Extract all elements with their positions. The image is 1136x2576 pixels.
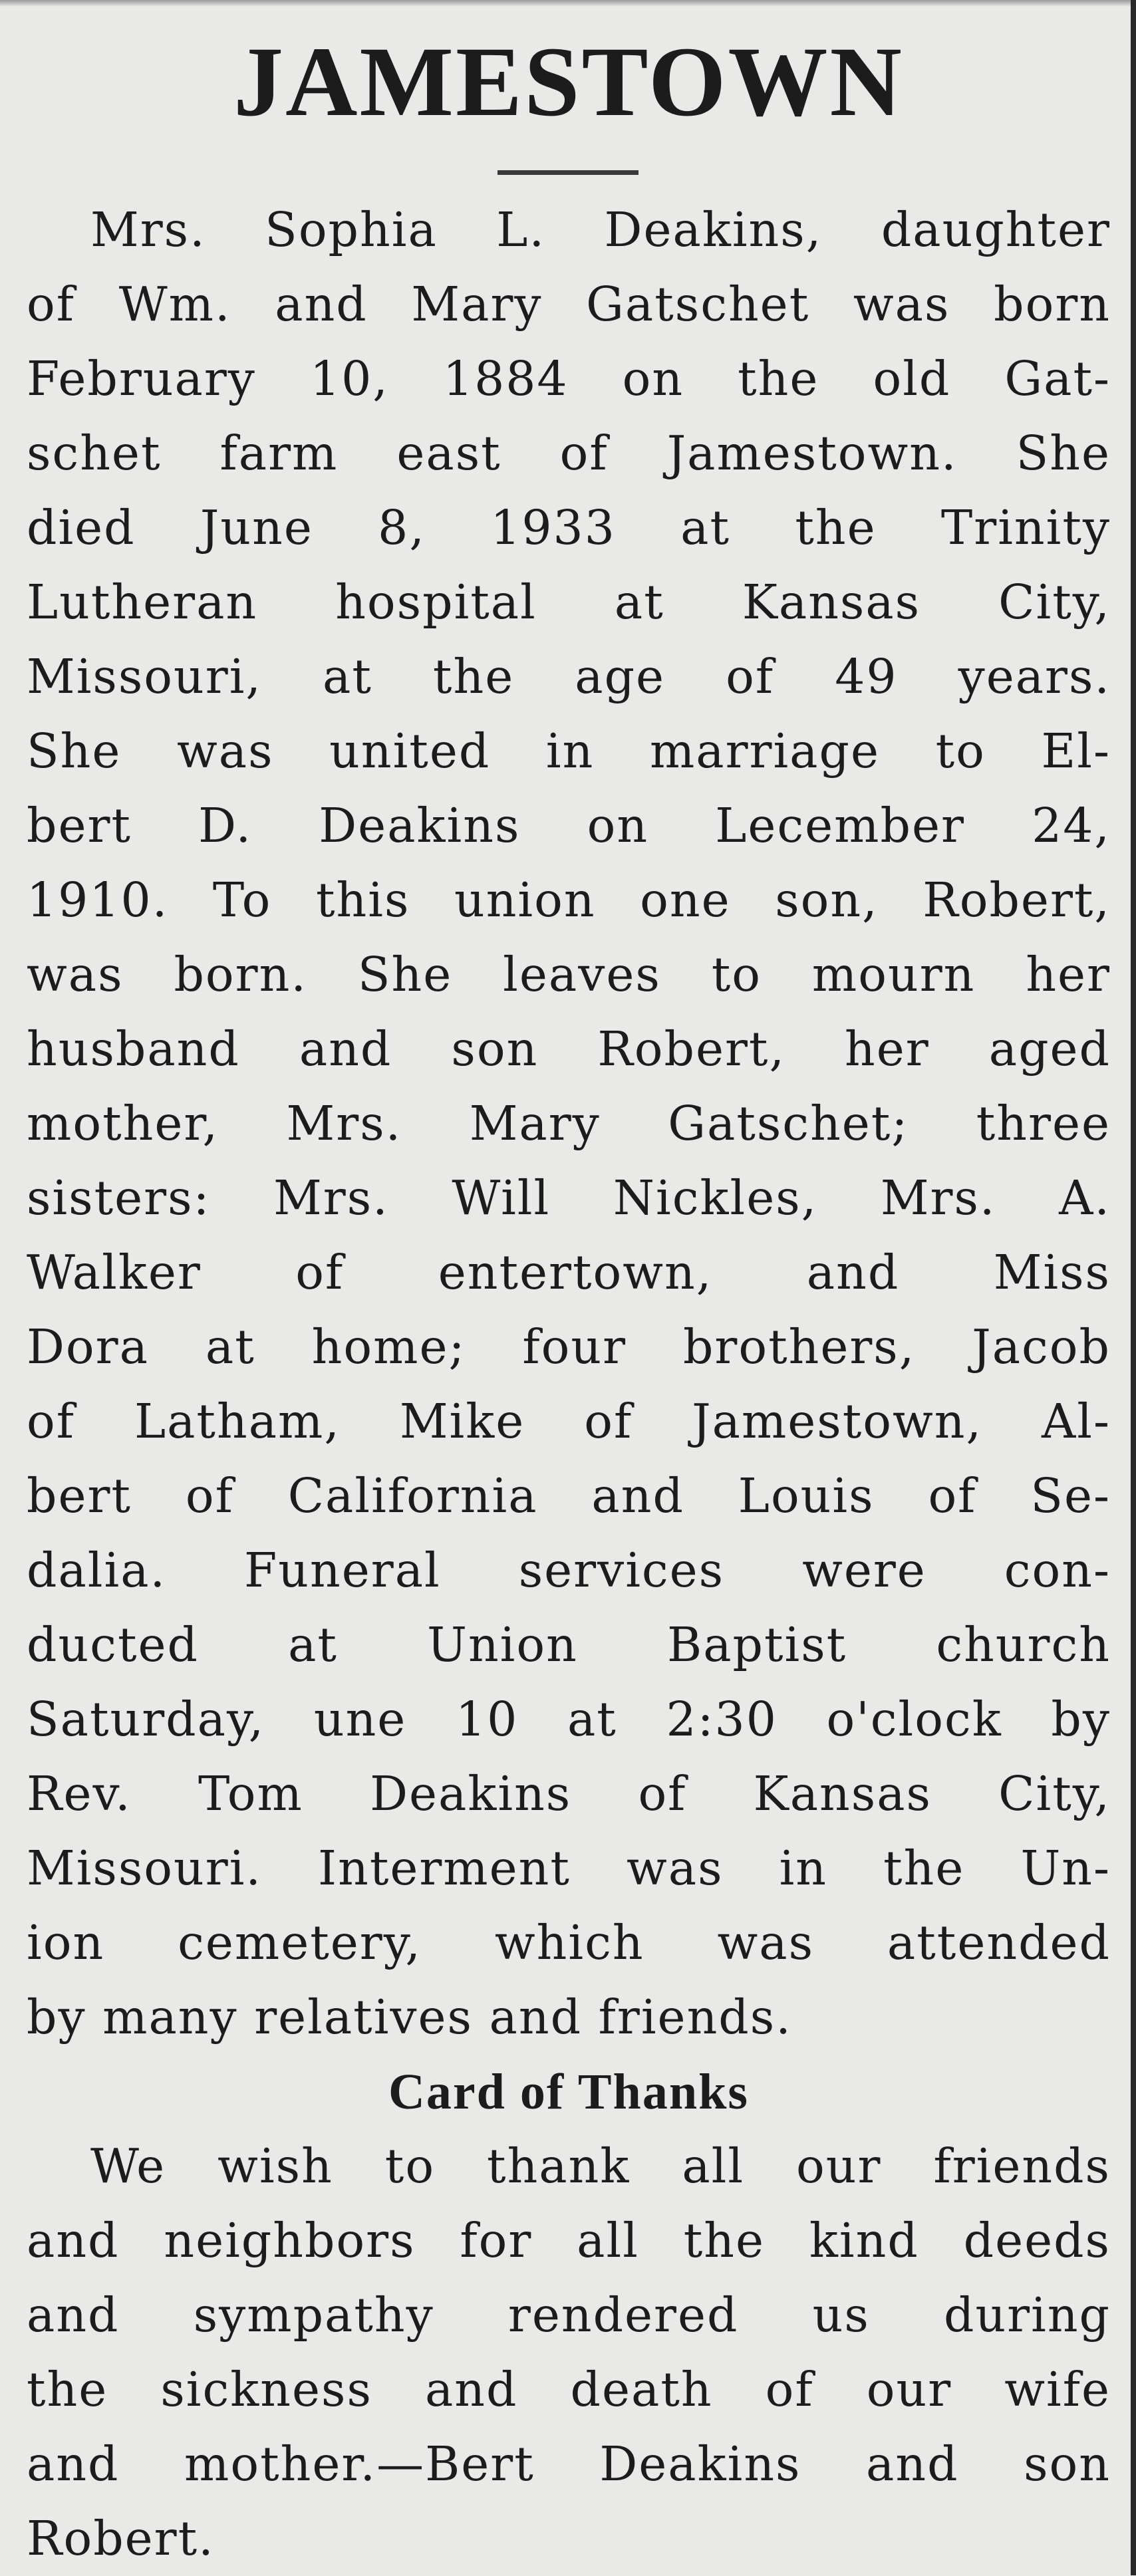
obituary-text [27, 193, 1111, 2055]
text-line: of Wm. and Mary Gatschet was born [27, 277, 1111, 332]
text-line: Walker of entertown, and Miss [27, 1245, 1111, 1300]
text-line: Rev. Tom Deakins of Kansas City, [27, 1766, 1111, 1821]
text-line: and mother.—Bert Deakins and son [27, 2436, 1111, 2492]
headline: JAMESTOWN [233, 27, 904, 137]
text-line: the sickness and death of our wife [27, 2362, 1111, 2417]
text-line: died June 8, 1933 at the Trinity [27, 500, 1111, 555]
text-line: Missouri. Interment was in the Un- [27, 1841, 1111, 1896]
text-line: February 10, 1884 on the old Gat- [27, 351, 1111, 406]
text-line: Lutheran hospital at Kansas City, [27, 575, 1111, 630]
text-line: Robert. [27, 2511, 215, 2566]
text-line: by many relatives and friends. [27, 1990, 792, 2045]
text-line: dalia. Funeral services were con- [27, 1543, 1111, 1598]
text-line: was born. She leaves to mourn her [27, 947, 1111, 1002]
text-line: Mrs. Sophia L. Deakins, daughter [90, 202, 1111, 257]
text-line: bert of California and Louis of Se- [27, 1468, 1111, 1523]
card-of-thanks-text [27, 2129, 1111, 2576]
text-line: Missouri, at the age of 49 years. [27, 649, 1111, 704]
text-line: and neighbors for all the kind deeds [27, 2213, 1111, 2268]
obituary-article [27, 0, 1111, 2575]
text-line: ion cemetery, which was attended [27, 1915, 1111, 1970]
text-line: She was united in marriage to El- [27, 723, 1111, 779]
text-line: husband and son Robert, her aged [27, 1021, 1111, 1077]
text-line: mother, Mrs. Mary Gatschet; three [27, 1096, 1111, 1151]
text-line: Saturday, une 10 at 2:30 o'clock by [27, 1692, 1111, 1747]
text-line: bert D. Deakins on Lecember 24, [27, 798, 1111, 853]
text-line: sisters: Mrs. Will Nickles, Mrs. A. [27, 1170, 1111, 1225]
text-line: schet farm east of Jamestown. She [27, 426, 1111, 481]
card-of-thanks-heading: Card of Thanks [388, 2064, 749, 2120]
headline-divider [497, 170, 639, 175]
text-line: 1910. To this union one son, Robert, [27, 872, 1111, 928]
text-line: of Latham, Mike of Jamestown, Al- [27, 1394, 1111, 1449]
text-line: ducted at Union Baptist church [27, 1617, 1111, 1672]
text-line: We wish to thank all our friends [90, 2138, 1111, 2194]
text-line: Dora at home; four brothers, Jacob [27, 1319, 1111, 1374]
column-rule [1131, 0, 1136, 2575]
text-line: and sympathy rendered us during [27, 2287, 1111, 2343]
